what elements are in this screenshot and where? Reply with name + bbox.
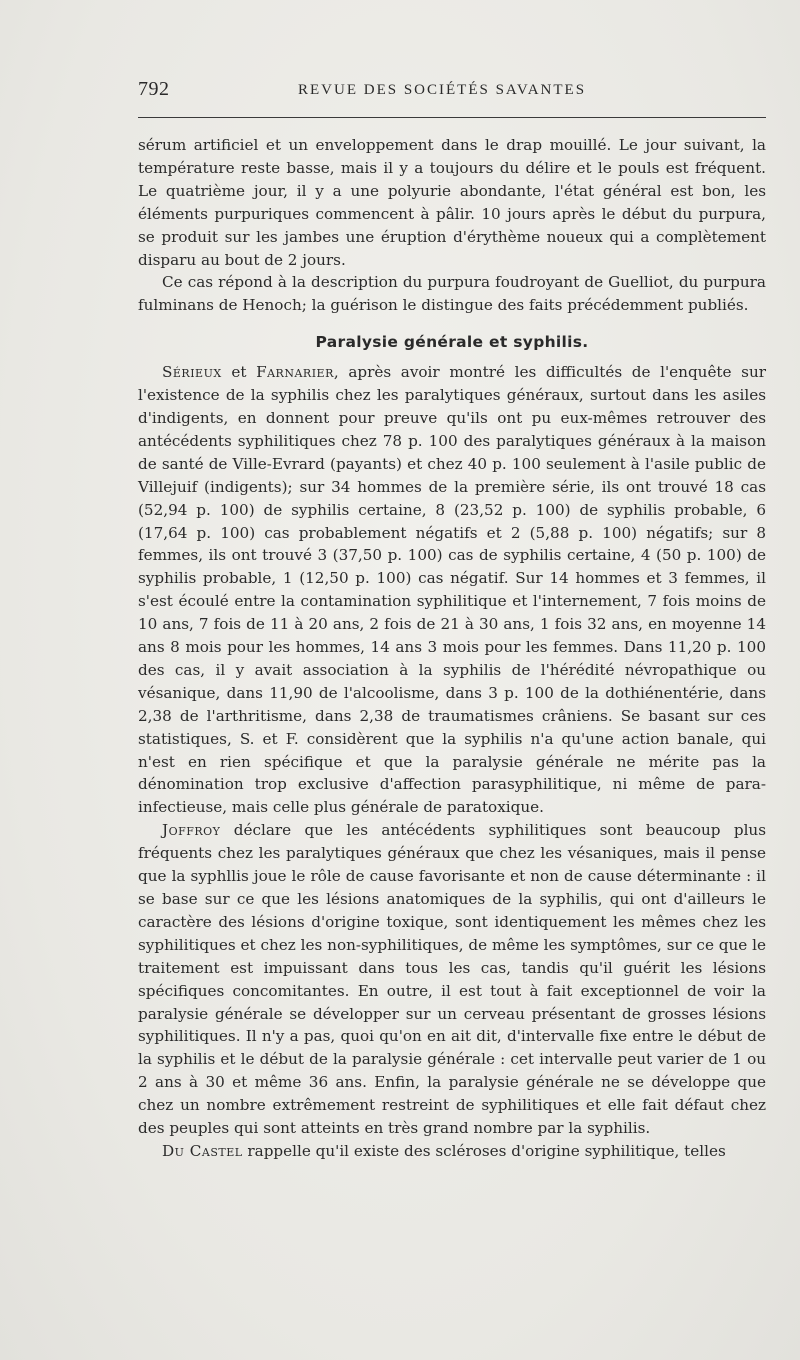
author-name: Du Castel [162,1141,243,1160]
conjunction-text: et [221,363,257,382]
paragraph-continuation: sérum artificiel et un enveloppement dans le drap mouillé. Le jour suivant, la température reste basse, mais il y a toujours du délire et le pouls est fréquent. Le quatrième jour, il y a une polyurie abondante, l'état général est bon, les éléments purpuriques commencent à pâlir. 10 jours après le début du purpura, se produit sur les jambes une éruption d'érythème noueux qui a complètement disparu au bout de 2 jours. [138,136,766,269]
section-heading: Paralysie générale et syphilis. [315,333,589,352]
paragraph-du-castel [138,1140,766,1163]
running-title: REVUE DES SOCIÉTÉS SAVANTES [298,82,587,98]
paragraph-text: déclare que les antécédents syphilitiques sont beaucoup plus fréquents chez les paralytiques généraux que chez les vésaniques, mais il pense que la syphllis joue le rôle de cause favorisante et non de cause déterminante : il se base sur ce que les lésions anatomiques de la syphilis, qui ont d'ailleurs le caractère des lésions d'origine toxique, sont identiquement les mêmes chez les syphilitiques et chez les non-syphilitiques, de même les symptômes, sur ce que le traitement est impuissant dans tous les cas, tandis qu'il guérit les lésions spécifiques concomitantes. En outre, il est tout à fait exceptionnel de voir la paralysie générale se développer sur un cerveau présentant de grosses lésions syphilitiques. Il n'y a pas, quoi qu'on en ait dit, d'intervalle fixe entre le début de la syphilis et le début de la paralysie générale : cet intervalle peut varier de 1 ou 2 ans à 30 et même 36 ans. Enfin, la paralysie générale ne se développe que chez un nombre extrêmement restreint de syphilitiques et elle fait défaut chez des peuples qui sont atteints en très grand nombre par la syphilis. [138,821,766,1138]
author-name: Joffroy [162,821,221,840]
paragraph-joffroy [138,819,766,1140]
page-header [138,78,766,108]
author-name: Sérieux [162,363,222,382]
author-name: Farnarier [256,363,334,382]
paragraph-text: rappelle qu'il existe des scléroses d'origine syphilitique, telles [242,1141,726,1160]
paragraph-text: , après avoir montré les difficultés de l'enquête sur l'existence de la syphilis chez les paralytiques généraux, surtout dans les asiles d'indigents, en donnent pour preuve qu'ils ont pu eux-mêmes retrouver des antécédents syphilitiques chez 78 p. 100 des paralytiques généraux à la maison de santé de Ville-Evrard (payants) et chez 40 p. 100 seulement à l'asile public de Villejuif (indigents); sur 34 hommes de la première série, ils ont trouvé 18 cas (52,94 p. 100) de syphilis certaine, 8 (23,52 p. 100) de syphilis probable, 6 (17,64 p. 100) cas probablement négatifs et 2 (5,88 p. 100) négatifs; sur 8 femmes, ils ont trouvé 3 (37,50 p. 100) cas de syphilis certaine, 4 (50 p. 100) de syphilis probable, 1 (12,50 p. 100) cas négatif. Sur 14 hommes et 3 femmes, il s'est écoulé entre la contamination syphilitique et l'internement, 7 fois moins de 10 ans, 7 fois de 11 à 20 ans, 2 fois de 21 à 30 ans, 1 fois 32 ans, en moyenne 14 ans 8 mois pour les hommes, 14 ans 3 mois pour les femmes. Dans 11,20 p. 100 des cas, il y avait association à la syphilis de l'hérédité névropathique ou vésanique, dans 11,90 de l'alcoolisme, dans 3 p. 100 de la dothiénentérie, dans 2,38 de l'arthritisme, dans 2,38 de traumatismes crâniens. Se basant sur ces statistiques, S. et F. considèrent que la syphilis n'a qu'une action banale, qui n'est en rien spécifique et que la paralysie générale ne mérite pas la dénomination trop exclusive d'affection parasyphilitique, ni même de para-infectieuse, mais celle plus générale de paratoxique. [138,363,767,817]
article-body [138,134,766,1163]
header-rule [138,117,766,118]
paragraph-serieux-farnarier [138,361,766,819]
page-number: 792 [138,78,170,100]
paragraph-case-summary: Ce cas répond à la description du purpura foudroyant de Guelliot, du purpura fulminans de Henoch; la guérison le distingue des faits précédemment publiés. [138,273,766,315]
